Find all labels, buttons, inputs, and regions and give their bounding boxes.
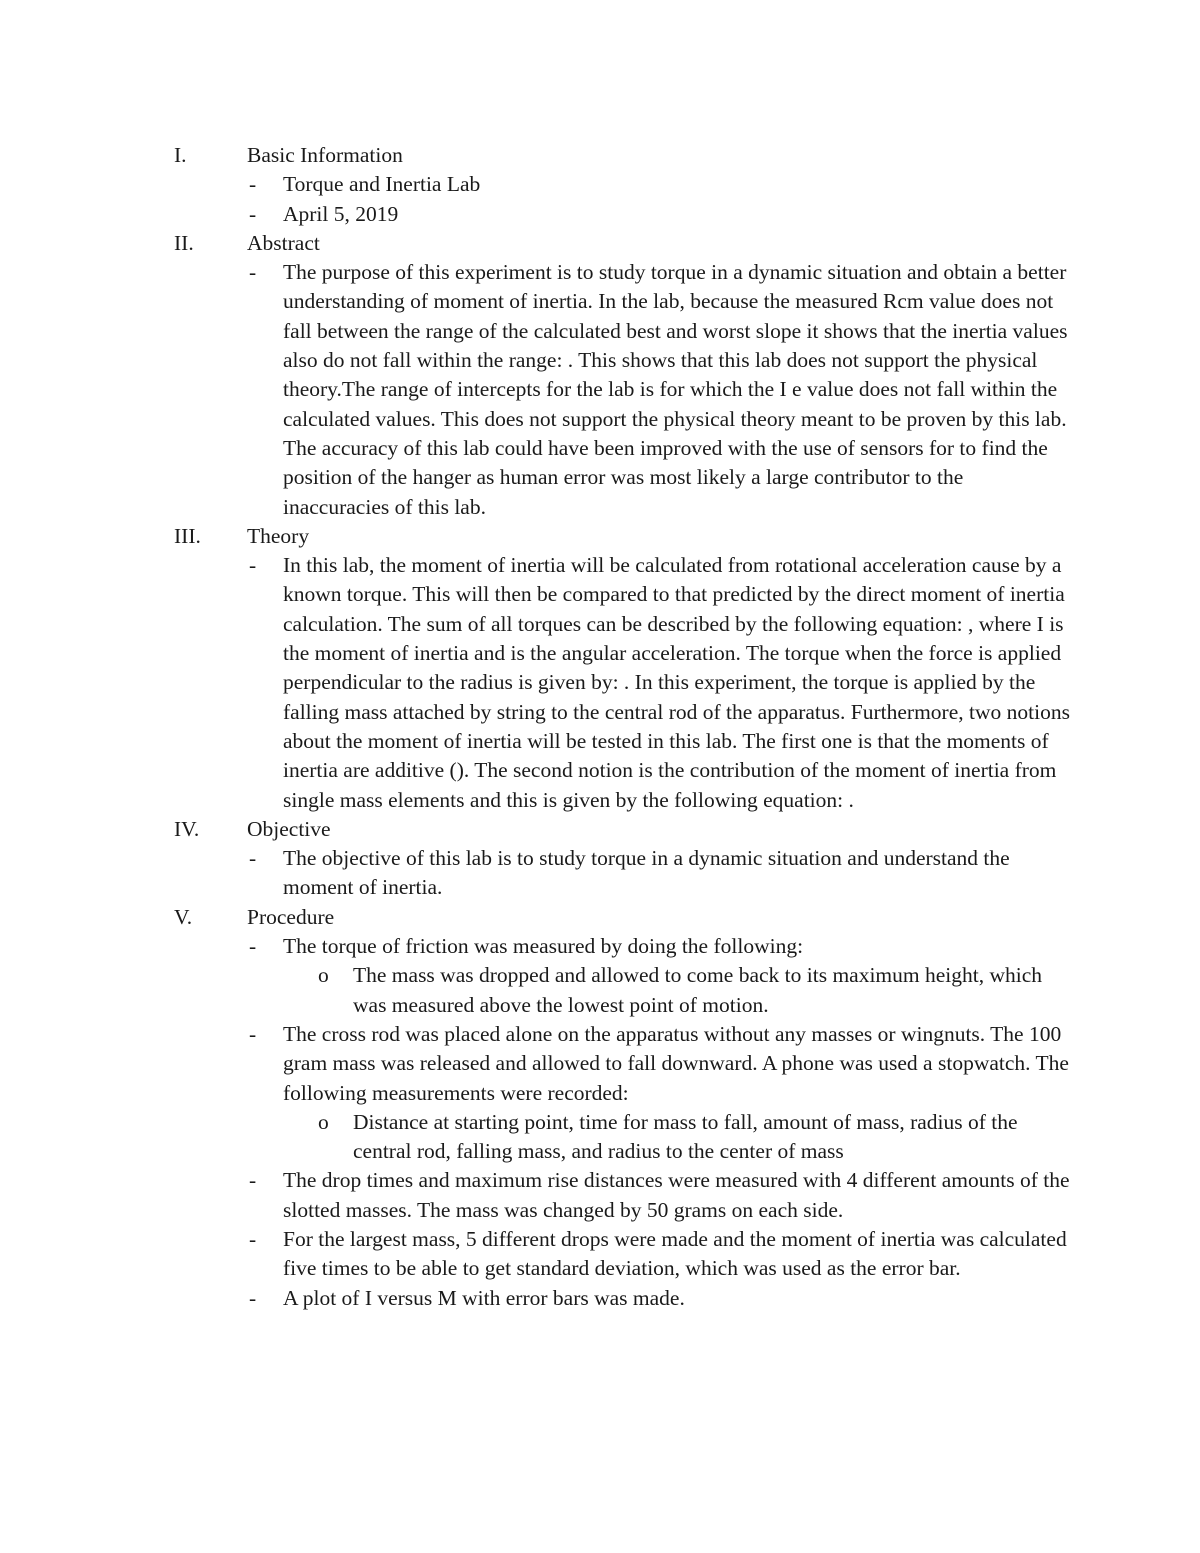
section-numeral: V.	[174, 904, 193, 929]
section-title: Basic Information	[247, 143, 403, 167]
section-heading	[0, 522, 1200, 551]
dash-bullet-marker: -	[249, 172, 257, 197]
section-numeral: IV.	[174, 816, 200, 841]
bullet-text: The drop times and maximum rise distances were measured with 4 different amounts of the slotted masses. The mass was changed by 50 grams on each side.	[283, 1168, 1070, 1222]
bullet-item	[0, 844, 1200, 903]
bullet-item	[0, 1166, 1200, 1225]
dash-bullet-marker: -	[249, 846, 257, 871]
dash-bullet-marker: -	[249, 1285, 257, 1310]
section-title: Abstract	[247, 230, 320, 255]
bullet-item	[0, 551, 1200, 815]
bullet-text: The objective of this lab is to study torque in a dynamic situation and understand the moment of inertia.	[283, 846, 1010, 900]
section-numeral: III.	[174, 523, 201, 548]
section-heading	[0, 229, 1200, 258]
bullet-text: In this lab, the moment of inertia will be calculated from rotational acceleration cause by a known torque. This will then be compared to that predicted by the direct moment of inertia calculation. The sum of all torques can be described by the following equation: , where I is the moment of inertia and is the angular acceleration. The torque when the force is applied perpendicular to the radius is given by: . In this experiment, the torque is applied by the falling mass attached by string to the central rod of the apparatus. Furthermore, two notions about the moment of inertia will be tested in this lab. The first one is that the moments of inertia are additive (). The second notion is the contribution of the moment of inertia from single mass elements and this is given by the following equation: .	[283, 553, 1070, 812]
bullet-item	[0, 1284, 1200, 1313]
sub-bullet-item	[0, 1108, 1200, 1167]
section-title: Objective	[247, 816, 331, 841]
section-title: Theory	[247, 523, 310, 548]
bullet-item	[0, 1020, 1200, 1108]
dash-bullet-marker: -	[249, 1226, 257, 1251]
bullet-text: A plot of I versus M with error bars was made.	[283, 1285, 685, 1310]
section-heading	[0, 815, 1200, 844]
bullet-text: The purpose of this experiment is to study torque in a dynamic situation and obtain a better understanding of moment of inertia. In the lab, because the measured Rcm value does not fall between the range of the calculated best and worst slope it shows that the inertia values also do not fall within the range: . This shows that this lab does not support the physical theory.The range of intercepts for the lab is for which the I e value does not fall within the calculated values. This does not support the physical theory meant to be proven by this lab. The accuracy of this lab could have been improved with the use of sensors for to find the position of the hanger as human error was most likely a large contributor to the inaccuracies of this lab.	[283, 260, 1068, 519]
dash-bullet-marker: -	[249, 934, 257, 959]
bullet-item	[0, 258, 1200, 522]
bullet-text: The cross rod was placed alone on the apparatus without any masses or wingnuts. The 100 gram mass was released and allowed to fall downward. A phone was used a stopwatch. The following measurements were recorded:	[283, 1021, 1069, 1105]
section-numeral: I.	[174, 143, 187, 167]
bullet-item	[0, 200, 1200, 229]
bullet-text: For the largest mass, 5 different drops were made and the moment of inertia was calculated five times to be able to get standard deviation, which was used as the error bar.	[283, 1226, 1067, 1281]
dash-bullet-marker: -	[249, 1021, 257, 1046]
dash-bullet-marker: -	[249, 1168, 257, 1193]
dash-bullet-marker: -	[249, 201, 257, 226]
circle-bullet-marker: o	[318, 963, 329, 988]
bullet-text: Torque and Inertia Lab	[283, 172, 481, 197]
sub-bullet-text: Distance at starting point, time for mass to fall, amount of mass, radius of the central rod, falling mass, and radius to the center of mass	[353, 1109, 1018, 1164]
section-heading	[0, 903, 1200, 932]
section-numeral: II.	[174, 230, 194, 255]
section-heading	[0, 141, 1200, 170]
lab-report-outline	[0, 141, 1200, 1313]
bullet-item	[0, 1225, 1200, 1284]
sub-bullet-item	[0, 961, 1200, 1020]
bullet-item	[0, 170, 1200, 199]
dash-bullet-marker: -	[249, 260, 257, 285]
bullet-text: April 5, 2019	[283, 201, 399, 226]
bullet-item	[0, 932, 1200, 961]
circle-bullet-marker: o	[318, 1109, 329, 1134]
section-title: Procedure	[247, 904, 335, 929]
dash-bullet-marker: -	[249, 553, 257, 578]
bullet-text: The torque of friction was measured by doing the following:	[283, 934, 804, 959]
sub-bullet-text: The mass was dropped and allowed to come back to its maximum height, which was measured above the lowest point of motion.	[353, 963, 1043, 1017]
